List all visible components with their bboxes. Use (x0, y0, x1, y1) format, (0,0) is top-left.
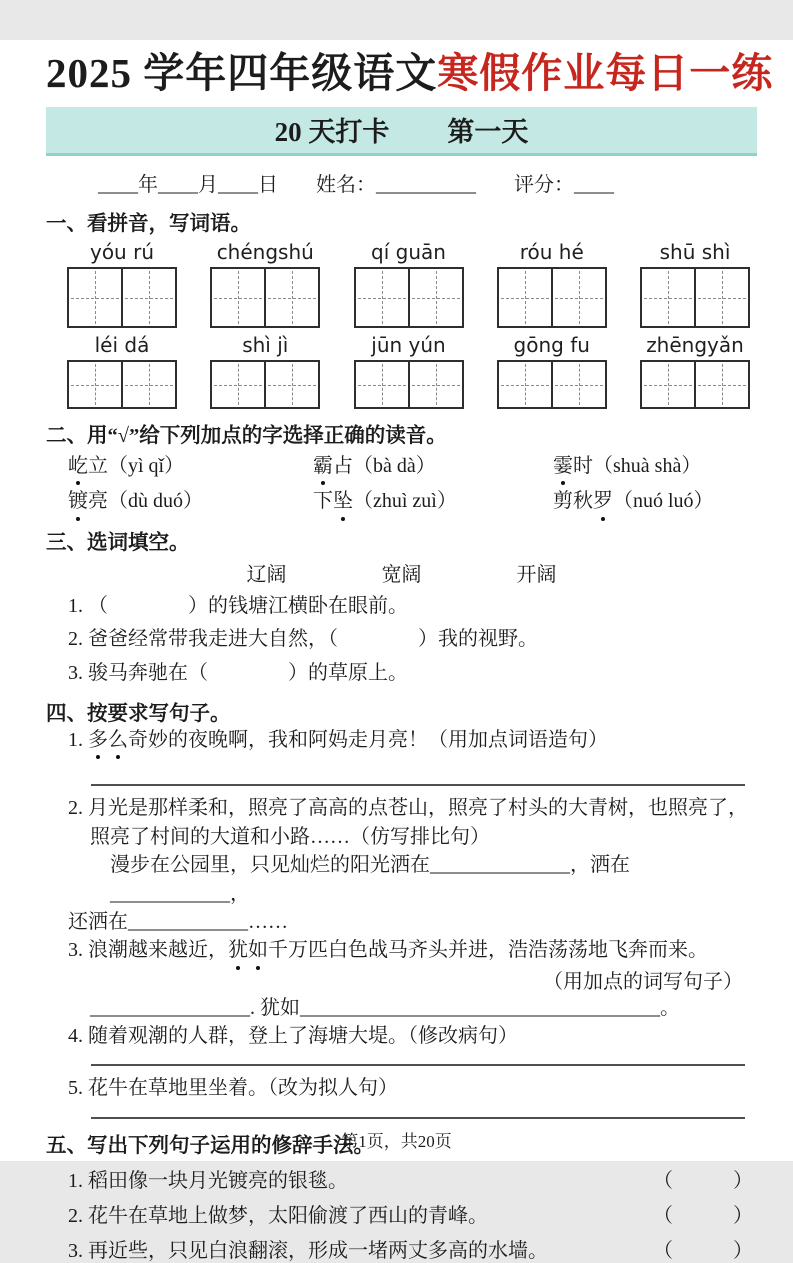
pinyin-label: zhēngyǎn (646, 333, 744, 357)
writing-cell (264, 267, 320, 328)
sentence-item-3-blank: ________________. 犹如____________________________________。 (90, 996, 680, 1019)
writing-cell (551, 360, 607, 409)
sentence-item-5: 5. 花牛在草地里坐着。（改为拟人句） (68, 1077, 398, 1100)
word-option: 辽阔 (246, 563, 287, 586)
writing-cell (354, 360, 410, 409)
page-title-black: 2025 学年四年级语文 (46, 50, 438, 96)
rhetoric-answer-paren: （ ） (653, 1239, 753, 1262)
writing-boxes (497, 267, 607, 328)
writing-cell (694, 267, 750, 328)
section2-title: 二、用“√”给下列加点的字选择正确的读音。 (46, 425, 447, 447)
sentence-item-4: 4. 随着观潮的人群，登上了海塘大堤。（修改病句） (68, 1025, 518, 1048)
word-column (637, 240, 753, 409)
rhetoric-text: 2. 花牛在草地上做梦，太阳偷渡了西山的青峰。 (68, 1204, 488, 1227)
banner-day-label: 第一天 (447, 117, 529, 147)
word-option: 开阔 (516, 563, 557, 586)
meta-date: ____年____月____日 (98, 174, 278, 196)
rhetoric-item (46, 1199, 757, 1228)
pinyin-label: léi dá (94, 333, 150, 357)
meta-score: 评分：____ (514, 174, 614, 196)
rhetoric-item (46, 1164, 757, 1193)
rhetoric-answer-paren: （ ） (653, 1169, 753, 1192)
sentence-item-2-fill2: 还洒在____________…… (68, 910, 288, 933)
day-banner (46, 107, 757, 156)
pinyin-label: yóu rú (89, 240, 154, 264)
sentence-item-2-line2: 照亮了村间的大道和小路……（仿写排比句） (90, 825, 490, 848)
rhetoric-item (46, 1234, 757, 1263)
page-number: 第1页，共20页 (341, 1132, 452, 1151)
pron-item: 下坠（zhuì zuì） (313, 487, 553, 515)
sentence-item-3: 3. 浪潮越来越近，犹如千万匹白色战马齐头并进，浩浩荡荡地飞奔而来。 (46, 936, 757, 964)
sentence-item-2-fill1: 漫步在公园里，只见灿烂的阳光洒在______________，洒在____________， (110, 854, 630, 905)
fill-blank-item: 3. 骏马奔驰在（ ）的草原上。 (68, 661, 408, 684)
worksheet-page (0, 40, 793, 1262)
pron-item: 屹立（yì qǐ） (68, 452, 313, 480)
pron-item: 镀亮（dù duó） (68, 487, 313, 515)
writing-cell (640, 267, 696, 328)
word-option: 宽阔 (381, 563, 422, 586)
answer-line (91, 1064, 745, 1066)
pinyin-label: róu hé (519, 240, 584, 264)
rhetoric-answer-paren: （ ） (653, 1204, 753, 1227)
writing-cell (67, 267, 123, 328)
word-column (351, 240, 467, 409)
pron-item: 霸占（bà dà） (313, 452, 553, 480)
pinyin-label: jūn yún (371, 333, 446, 357)
writing-boxes (354, 267, 464, 328)
section4-title: 四、按要求写句子。 (46, 702, 231, 725)
writing-cell (121, 360, 177, 409)
page-title-red: 寒假作业每日一练 (437, 50, 774, 96)
writing-boxes (354, 360, 464, 409)
section1-title: 一、看拼音，写词语。 (46, 213, 251, 235)
writing-boxes (640, 267, 750, 328)
answer-line (91, 1117, 745, 1119)
pinyin-label: shū shì (659, 240, 731, 264)
writing-boxes (497, 360, 607, 409)
pinyin-writing-grid (46, 240, 757, 409)
word-column (64, 240, 180, 409)
writing-boxes (640, 360, 750, 409)
writing-cell (694, 360, 750, 409)
answer-line (91, 784, 745, 786)
fill-blank-items (46, 592, 757, 687)
pron-item: 霎时（shuà shà） (553, 452, 757, 480)
sentence-item-1: 1. 多么奇妙的夜晚啊，我和阿妈走月亮！（用加点词语造句） (46, 726, 757, 754)
banner-checkin-label: 20 天打卡 (274, 117, 390, 147)
writing-cell (497, 267, 553, 328)
rhetoric-text: 3. 再近些，只见白浪翻滚，形成一堵两丈多高的水墙。 (68, 1239, 548, 1262)
writing-cell (121, 267, 177, 328)
pron-item: 剪秋罗（nuó luó） (553, 487, 757, 515)
writing-cell (210, 360, 266, 409)
pinyin-label: gōng fu (513, 333, 590, 357)
writing-cell (640, 360, 696, 409)
section5-title: 五、写出下列句子运用的修辞手法。 (46, 1134, 374, 1157)
writing-cell (408, 267, 464, 328)
word-column (207, 240, 323, 409)
page-title (46, 40, 774, 99)
sentence-item-2-line1: 2. 月光是那样柔和，照亮了高高的点苍山，照亮了村头的大青树，也照亮了， (68, 797, 748, 820)
writing-boxes (67, 360, 177, 409)
meta-line (46, 168, 757, 197)
sentence-item-3-note: （用加点的词写句子） (543, 970, 743, 993)
writing-boxes (67, 267, 177, 328)
section3-title: 三、选词填空。 (46, 531, 190, 554)
fill-blank-item: 2. 爸爸经常带我走进大自然，（ ）我的视野。 (68, 628, 538, 651)
pinyin-label: chéngshú (216, 240, 314, 264)
word-options (46, 558, 757, 587)
fill-blank-item: 1. （ ）的钱塘江横卧在眼前。 (68, 594, 408, 617)
writing-cell (497, 360, 553, 409)
pinyin-label: qí guān (371, 240, 446, 264)
pronunciation-choice-grid (46, 452, 757, 516)
writing-cell (210, 267, 266, 328)
writing-boxes (210, 360, 320, 409)
word-column (494, 240, 610, 409)
writing-cell (354, 267, 410, 328)
rhetoric-text: 1. 稻田像一块月光镀亮的银毯。 (68, 1169, 348, 1192)
writing-cell (264, 360, 320, 409)
pinyin-label: shì jì (242, 333, 289, 357)
writing-boxes (210, 267, 320, 328)
writing-cell (408, 360, 464, 409)
meta-name: 姓名：__________ (316, 174, 476, 196)
writing-cell (551, 267, 607, 328)
writing-cell (67, 360, 123, 409)
